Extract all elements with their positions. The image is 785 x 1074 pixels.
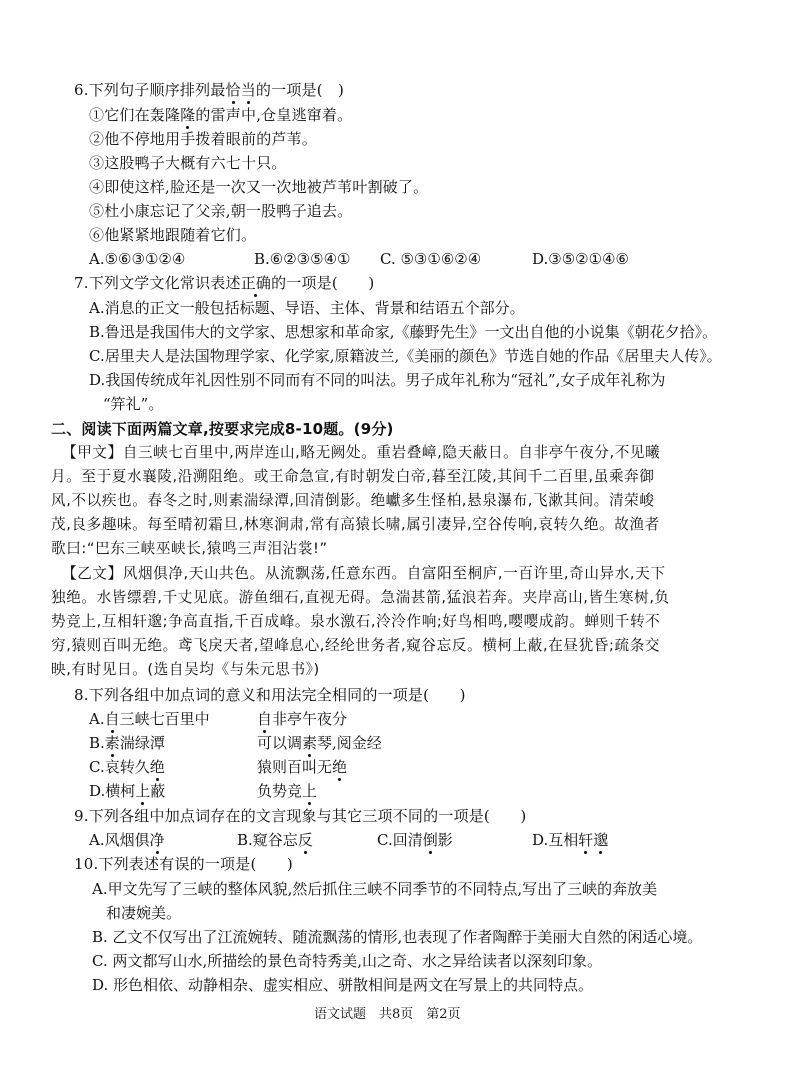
q9-d-emph-1: 轩 <box>578 831 594 849</box>
q6-option-a[interactable]: A.⑤⑥③①②④ <box>89 250 186 268</box>
page-footer: 语文试题 共8页 第2页 <box>314 1007 461 1022</box>
passage-jia-line-4: 茂,良多趣味。每至晴初霜旦,林寒涧肃,常有高猿长啸,属引凄异,空谷传响,哀转久绝。故渔者 <box>51 516 660 533</box>
q6-stem-pre: 6.下列句子顺序排列最 <box>74 81 226 99</box>
passage-jia-line-1: 【甲文】自三峡七百里中,两岸连山,略无阙处。重岩叠嶂,隐天蔽日。自非亭午夜分,不见曦 <box>62 444 661 461</box>
section-2-title: 二、阅读下面两篇文章,按要求完成8-10题。(9分) <box>51 420 394 438</box>
q8-option-a-right[interactable] <box>257 708 347 730</box>
q8-option-d-left[interactable] <box>89 780 165 802</box>
q8-option-c-right[interactable] <box>257 756 347 778</box>
q10-option-a-line2[interactable]: 和凄婉美。 <box>106 904 182 922</box>
q8-a-left-emph: 自 <box>104 710 120 728</box>
q9-option-c[interactable] <box>377 829 453 851</box>
q8-option-a-left[interactable] <box>89 708 210 730</box>
q6-item-1 <box>89 104 352 126</box>
q9-c-pre: C.回清 <box>377 831 423 849</box>
q7-option-d-line2[interactable]: “笄礼”。 <box>103 395 164 413</box>
q8-d-right-emph: 上 <box>302 782 318 800</box>
q8-c-left-pre: C.哀转久 <box>89 758 150 776</box>
q8-d-left-post: 蔽 <box>150 782 166 800</box>
passage-jia-line-2: 月。至于夏水襄陵,沿溯阻绝。或王命急宣,有时朝发白帝,暮至江陵,其间千二百里,虽乘奔御 <box>51 468 655 485</box>
passage-yi-line-3: 势竞上,互相轩邈;争高直指,千百成峰。泉水激石,泠泠作响;好鸟相鸣,嘤嘤成韵。蝉则千转不 <box>51 613 661 630</box>
q7-stem-pre: 7.下列文学文化常识表述 <box>74 274 241 292</box>
q9-option-a[interactable] <box>89 829 165 851</box>
passage-yi-line-5: 映,有时见日。(选自吴均《与朱元思书》) <box>51 661 320 678</box>
q8-a-left-post: 三峡七百里中 <box>119 710 210 728</box>
q7-option-b[interactable]: B.鲁迅是我国伟大的文学家、思想家和革命家,《藤野先生》一文出自他的小说集《朝花夕拾》。 <box>89 323 718 341</box>
q9-a-pre: A.风烟俱 <box>89 831 150 849</box>
q6-item-3: ③这股鸭子大概有六七十只。 <box>89 154 287 172</box>
q8-b-right-pre: 可以调 <box>257 734 303 752</box>
q10-option-b[interactable]: B. 乙文不仅写出了江流婉转、随流飘荡的情形,也表现了作者陶醉于美丽大自然的闲适心境。 <box>92 928 703 946</box>
q8-option-c-left[interactable] <box>89 756 165 778</box>
q6-stem-emph-1: 恰 <box>225 81 241 99</box>
q8-c-left-emph: 绝 <box>149 758 165 776</box>
q9-b-emph: 反 <box>297 831 313 849</box>
q9-c-post: 影 <box>437 831 453 849</box>
q7-stem-emph <box>241 274 271 292</box>
q8-a-right-post: 非亭午夜分 <box>272 710 348 728</box>
q9-option-d[interactable] <box>532 829 608 851</box>
q6-option-c[interactable]: C. ⑤③①⑥②④ <box>380 250 482 268</box>
q9-a-emph: 净 <box>149 831 165 849</box>
q9-c-emph: 倒 <box>422 831 438 849</box>
q7-stem-post: 的一项是( ) <box>271 274 375 292</box>
q7-option-c[interactable]: C.居里夫人是法国物理学家、化学家,原籍波兰,《美丽的颜色》节选自她的作品《居里夫人传》。 <box>89 347 722 365</box>
q6-stem <box>74 79 344 101</box>
q8-b-left-pre: B. <box>89 734 105 752</box>
q8-option-d-right[interactable] <box>257 780 317 802</box>
q8-b-left-emph: 素 <box>104 734 120 752</box>
passage-jia-line-5: 歌曰:“巴东三峡巫峡长,猿鸣三声泪沾裳!” <box>51 540 328 557</box>
q8-b-right-emph: 素 <box>302 734 318 752</box>
q8-option-b-left[interactable] <box>89 732 165 754</box>
passage-yi-line-2: 独绝。水皆缥碧,千丈见底。游鱼细石,直视无碍。急湍甚箭,猛浪若奔。夹岸高山,皆生寒树,负 <box>51 589 670 606</box>
q6-option-b[interactable]: B.⑥②③⑤④① <box>254 250 351 268</box>
q6-option-d[interactable]: D.③⑤②①④⑥ <box>532 250 629 268</box>
q7-option-a[interactable]: A.消息的正文一般包括标题、导语、主体、背景和结语五个部分。 <box>89 299 525 317</box>
q8-c-right-emph: 绝 <box>332 758 348 776</box>
q6-item-2: ②他不停地用手拨着眼前的芦苇。 <box>89 130 318 148</box>
q8-d-left-emph: 上 <box>135 782 151 800</box>
q6-item-6: ⑥他紧紧地跟随着它们。 <box>89 226 257 244</box>
passage-yi-line-4: 穷,猿则百叫无绝。鸢飞戾天者,望峰息心,经纶世务者,窥谷忘反。横柯上蔽,在昼犹昏;疏条交 <box>51 637 661 654</box>
q8-b-right-post: 琴,阅金经 <box>317 734 382 752</box>
q9-d-emph-2: 邈 <box>593 831 609 849</box>
q8-d-right-pre: 负势竞 <box>257 782 303 800</box>
q10-option-c[interactable]: C. 两文都写山水,所描绘的景色奇特秀美,山之奇、水之异给读者以深刻印象。 <box>92 952 603 970</box>
q9-d-pre: D.互相 <box>532 831 579 849</box>
q10-option-a-line1[interactable]: A.甲文先写了三峡的整体风貌,然后抓住三峡不同季节的不同特点,写出了三峡的奔放美 <box>92 880 658 898</box>
q7-stem <box>74 272 374 294</box>
q9-stem: 9.下列各组中加点词存在的文言现象与其它三项不同的一项是( ) <box>74 807 527 825</box>
passage-yi-line-1: 【乙文】风烟俱净,天山共色。从流飘荡,任意东西。自富阳至桐庐,一百许里,奇山异水,天下 <box>62 565 666 582</box>
q6-stem-post: 的一项是( ) <box>255 81 345 99</box>
q7-stem-emph-chars: 正确 <box>240 274 272 292</box>
q8-a-right-emph: 自 <box>257 710 273 728</box>
q8-b-left-post: 湍绿潭 <box>119 734 165 752</box>
q7-option-d-line1[interactable]: D.我国传统成年礼因性别不同而有不同的叫法。男子成年礼称为“冠礼”,女子成年礼称为 <box>89 371 666 389</box>
q6-stem-emph-2: 当 <box>240 81 256 99</box>
q6-item-4: ④即使这样,脸还是一次又一次地被芦苇叶割破了。 <box>89 178 429 196</box>
q6-item-5: ⑤杜小康忘记了父亲,朝一股鸭子追去。 <box>89 202 353 220</box>
q8-stem: 8.下列各组中加点词的意义和用法完全相同的一项是( ) <box>74 686 466 704</box>
q8-option-b-right[interactable] <box>257 732 382 754</box>
q8-a-left-pre: A. <box>89 710 105 728</box>
q6-item-1-post: 的雷声中,仓皇逃窜着。 <box>195 106 353 124</box>
q6-item-1-pre: ①它们在轰隆 <box>89 106 181 124</box>
q9-option-b[interactable] <box>237 829 313 851</box>
q8-c-right-pre: 猿则百叫无 <box>257 758 333 776</box>
q10-option-d[interactable]: D. 形色相依、动静相杂、虚实相应、骈散相间是两文在写景上的共同特点。 <box>92 976 594 994</box>
q9-b-pre: B.窥谷忘 <box>237 831 298 849</box>
q10-stem: 10.下列表述有误的一项是( ) <box>74 855 293 873</box>
q6-item-1-emph: 隆 <box>180 106 196 124</box>
passage-jia-line-3: 风,不以疾也。春冬之时,则素湍绿潭,回清倒影。绝巘多生怪柏,悬泉瀑布,飞漱其间。清荣峻 <box>51 492 655 509</box>
q8-d-left-pre: D.横柯 <box>89 782 136 800</box>
